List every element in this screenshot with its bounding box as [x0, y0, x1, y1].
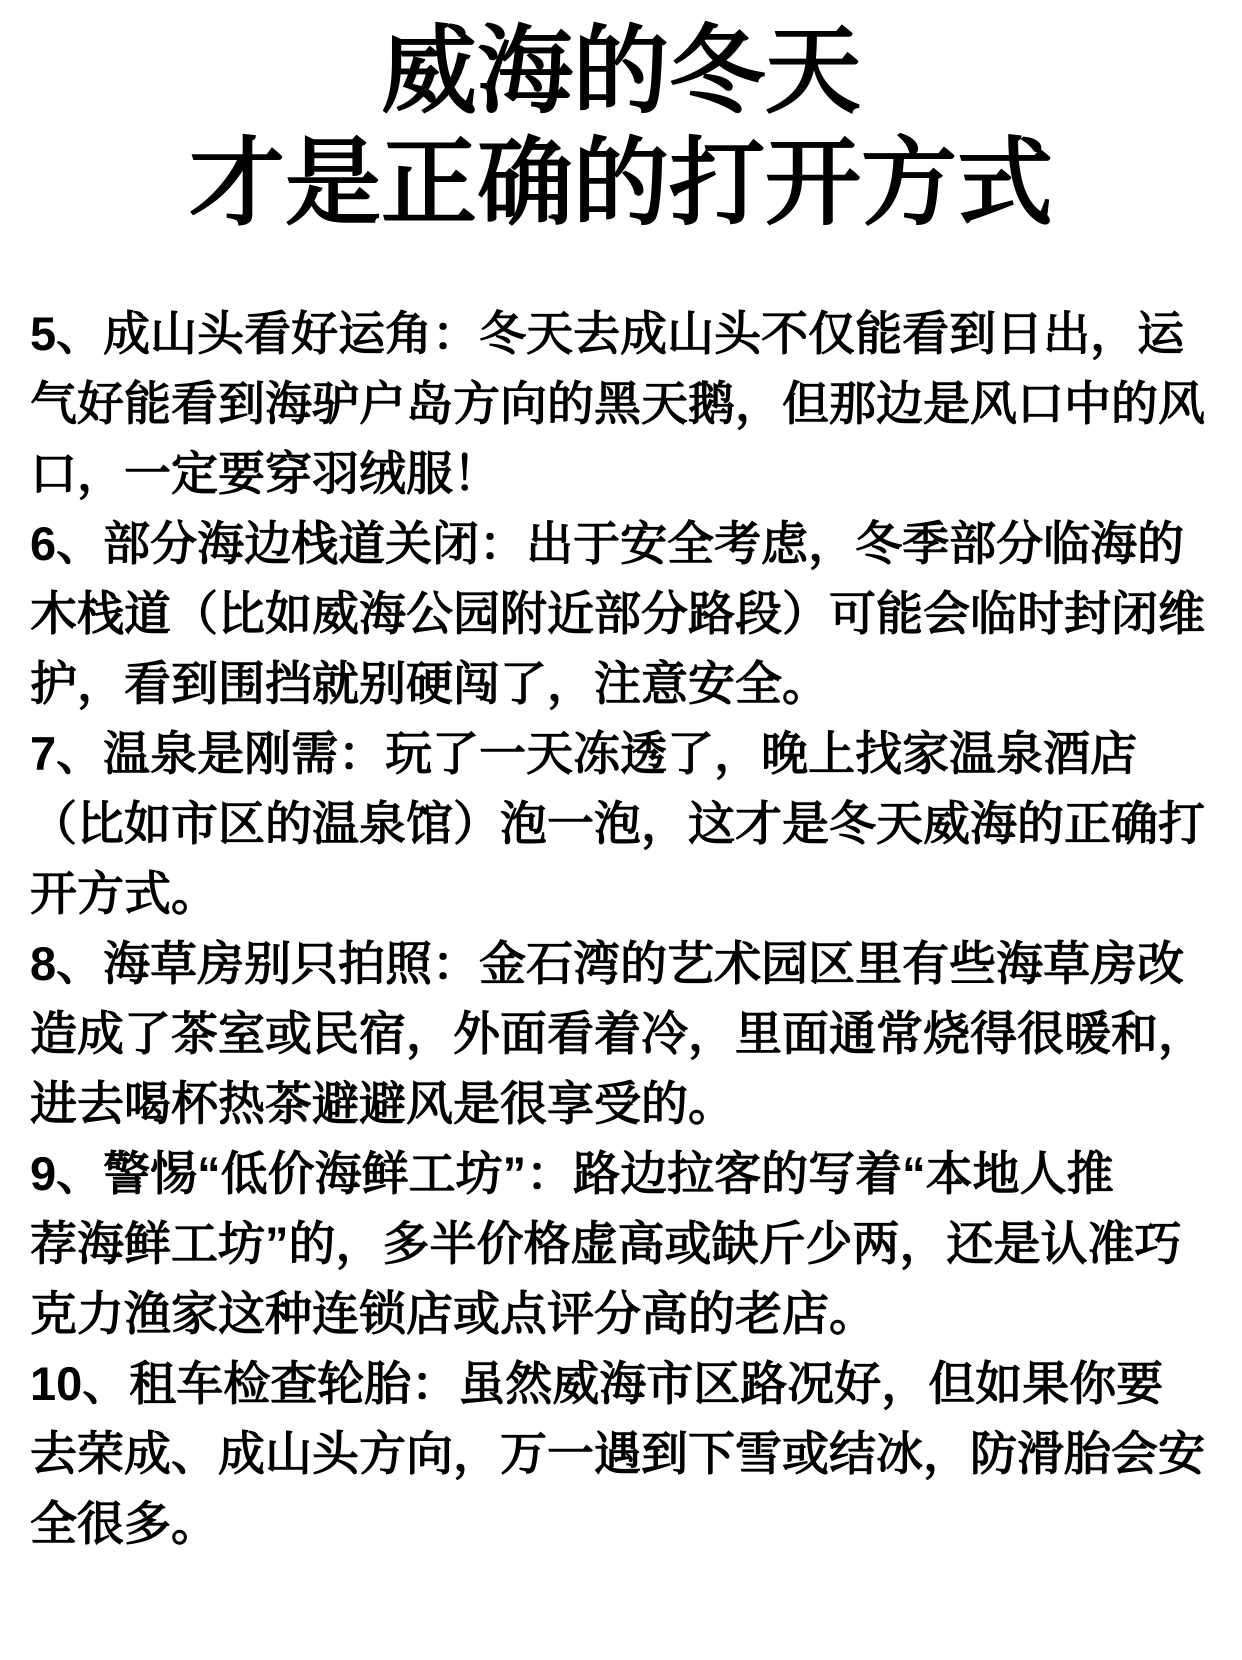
title-line-2: 才是正确的打开方式	[189, 130, 1053, 238]
body-text-line: 护，看到围挡就别硬闯了，注意安全。	[30, 656, 829, 710]
body-text-line: 去荣成、成山头方向，万一遇到下雪或结冰，防滑胎会安	[30, 1426, 1205, 1480]
body-text-line: 全很多。	[30, 1496, 218, 1550]
body-text-line: 9、警惕“低价海鲜工坊”：路边拉客的写着“本地人推	[30, 1146, 1114, 1200]
body-text-line: 口，一定要穿羽绒服！	[30, 446, 500, 500]
body-text-line: 6、部分海边栈道关闭：出于安全考虑，冬季部分临海的	[30, 516, 1185, 570]
body-text-line: （比如市区的温泉馆）泡一泡，这才是冬天威海的正确打	[30, 796, 1205, 850]
body-text-line: 进去喝杯热茶避避风是很享受的。	[30, 1076, 735, 1130]
body-text-line: 开方式。	[30, 866, 218, 920]
body-text-line: 5、成山头看好运角：冬天去成山头不仅能看到日出，运	[30, 306, 1185, 360]
body-text-line: 10、租车检查轮胎：虽然威海市区路况好，但如果你要	[30, 1356, 1164, 1410]
body-text-line: 8、海草房别只拍照：金石湾的艺术园区里有些海草房改	[30, 936, 1185, 990]
body-text-line: 造成了茶室或民宿，外面看着冷，里面通常烧得很暖和，	[30, 1006, 1205, 1060]
body-text-line: 荐海鲜工坊”的，多半价格虚高或缺斤少两，还是认准巧	[30, 1216, 1182, 1270]
title-line-1: 威海的冬天	[381, 18, 861, 125]
body-text-line: 木栈道（比如威海公园附近部分路段）可能会临时封闭维	[30, 586, 1205, 640]
body-text-line: 7、温泉是刚需：玩了一天冻透了，晚上找家温泉酒店	[30, 726, 1138, 780]
page-title	[0, 0, 1242, 241]
body-text-line: 克力渔家这种连锁店或点评分高的老店。	[30, 1286, 876, 1340]
tips-text	[0, 299, 1242, 1559]
body-text-line: 气好能看到海驴户岛方向的黑天鹅，但那边是风口中的风	[30, 376, 1205, 430]
